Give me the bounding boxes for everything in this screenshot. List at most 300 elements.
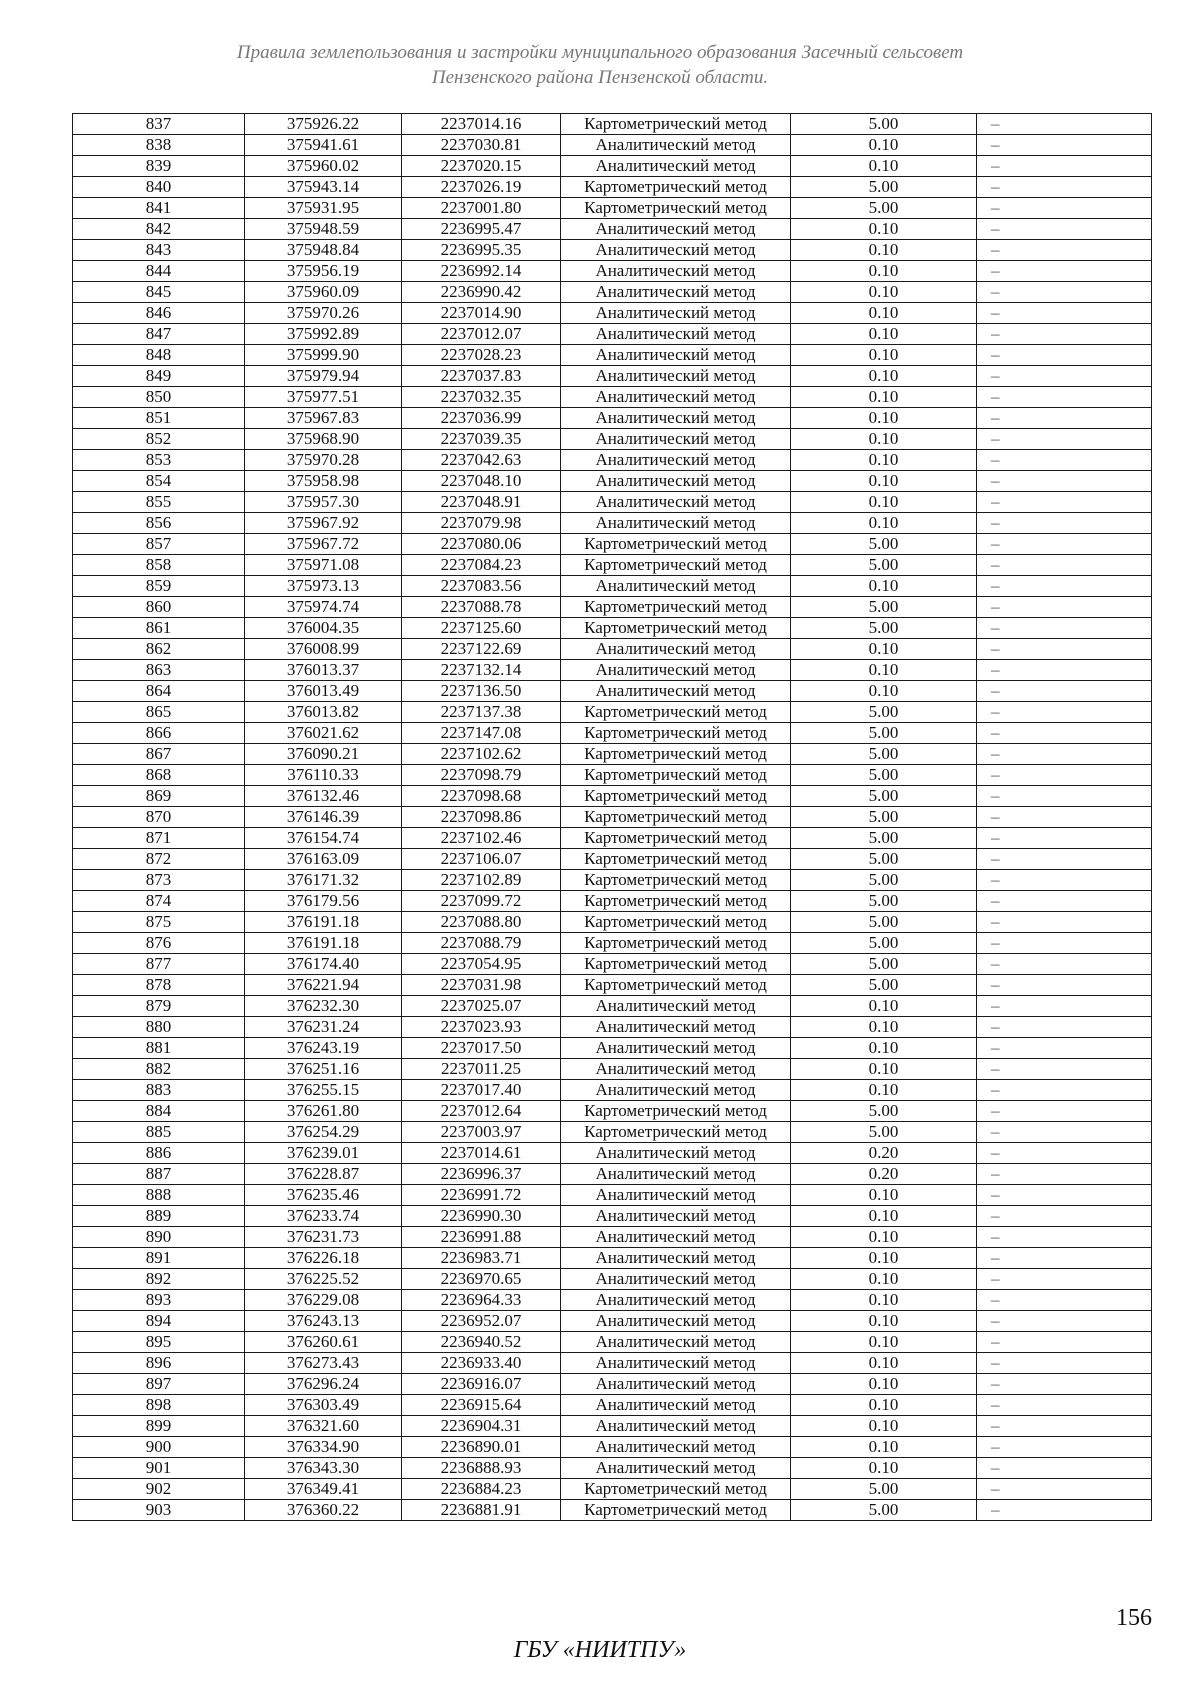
note-cell: – xyxy=(977,1248,1152,1269)
method-cell: Картометрический метод xyxy=(561,597,791,618)
table-row xyxy=(73,1395,1152,1416)
y-coordinate-cell: 2237030.81 xyxy=(402,135,561,156)
accuracy-cell: 0.10 xyxy=(791,282,977,303)
x-coordinate-cell: 376021.62 xyxy=(245,723,402,744)
accuracy-cell: 5.00 xyxy=(791,807,977,828)
y-coordinate-cell: 2237001.80 xyxy=(402,198,561,219)
point-number-cell: 855 xyxy=(73,492,245,513)
x-coordinate-cell: 375971.08 xyxy=(245,555,402,576)
y-coordinate-cell: 2236915.64 xyxy=(402,1395,561,1416)
note-cell: – xyxy=(977,597,1152,618)
accuracy-cell: 5.00 xyxy=(791,1479,977,1500)
table-row xyxy=(73,324,1152,345)
x-coordinate-cell: 375956.19 xyxy=(245,261,402,282)
method-cell: Аналитический метод xyxy=(561,1437,791,1458)
y-coordinate-cell: 2236940.52 xyxy=(402,1332,561,1353)
table-body xyxy=(73,114,1152,1521)
point-number-cell: 852 xyxy=(73,429,245,450)
point-number-cell: 860 xyxy=(73,597,245,618)
x-coordinate-cell: 376090.21 xyxy=(245,744,402,765)
x-coordinate-cell: 375958.98 xyxy=(245,471,402,492)
y-coordinate-cell: 2237026.19 xyxy=(402,177,561,198)
table-row xyxy=(73,1206,1152,1227)
table-row xyxy=(73,702,1152,723)
accuracy-cell: 5.00 xyxy=(791,1500,977,1521)
accuracy-cell: 0.10 xyxy=(791,135,977,156)
x-coordinate-cell: 376261.80 xyxy=(245,1101,402,1122)
y-coordinate-cell: 2237122.69 xyxy=(402,639,561,660)
table-row xyxy=(73,1290,1152,1311)
table-row xyxy=(73,1080,1152,1101)
y-coordinate-cell: 2237048.91 xyxy=(402,492,561,513)
method-cell: Аналитический метод xyxy=(561,135,791,156)
method-cell: Аналитический метод xyxy=(561,1458,791,1479)
y-coordinate-cell: 2237025.07 xyxy=(402,996,561,1017)
accuracy-cell: 0.10 xyxy=(791,156,977,177)
note-cell: – xyxy=(977,975,1152,996)
table-row xyxy=(73,1374,1152,1395)
method-cell: Аналитический метод xyxy=(561,429,791,450)
note-cell: – xyxy=(977,366,1152,387)
y-coordinate-cell: 2236964.33 xyxy=(402,1290,561,1311)
point-number-cell: 842 xyxy=(73,219,245,240)
table-row xyxy=(73,135,1152,156)
y-coordinate-cell: 2237020.15 xyxy=(402,156,561,177)
method-cell: Картометрический метод xyxy=(561,114,791,135)
x-coordinate-cell: 376349.41 xyxy=(245,1479,402,1500)
x-coordinate-cell: 376235.46 xyxy=(245,1185,402,1206)
accuracy-cell: 5.00 xyxy=(791,954,977,975)
note-cell: – xyxy=(977,471,1152,492)
table-row xyxy=(73,744,1152,765)
note-cell: – xyxy=(977,996,1152,1017)
note-cell: – xyxy=(977,282,1152,303)
accuracy-cell: 0.10 xyxy=(791,1416,977,1437)
accuracy-cell: 0.10 xyxy=(791,1458,977,1479)
x-coordinate-cell: 376110.33 xyxy=(245,765,402,786)
table-row xyxy=(73,1164,1152,1185)
point-number-cell: 854 xyxy=(73,471,245,492)
accuracy-cell: 0.10 xyxy=(791,681,977,702)
method-cell: Аналитический метод xyxy=(561,1332,791,1353)
note-cell: – xyxy=(977,324,1152,345)
x-coordinate-cell: 375967.72 xyxy=(245,534,402,555)
y-coordinate-cell: 2236995.47 xyxy=(402,219,561,240)
y-coordinate-cell: 2237088.80 xyxy=(402,912,561,933)
method-cell: Картометрический метод xyxy=(561,177,791,198)
accuracy-cell: 5.00 xyxy=(791,933,977,954)
y-coordinate-cell: 2237080.06 xyxy=(402,534,561,555)
page-number: 156 xyxy=(1116,1605,1152,1631)
point-number-cell: 903 xyxy=(73,1500,245,1521)
method-cell: Аналитический метод xyxy=(561,303,791,324)
note-cell: – xyxy=(977,618,1152,639)
point-number-cell: 865 xyxy=(73,702,245,723)
x-coordinate-cell: 375973.13 xyxy=(245,576,402,597)
accuracy-cell: 0.10 xyxy=(791,1248,977,1269)
x-coordinate-cell: 376171.32 xyxy=(245,870,402,891)
y-coordinate-cell: 2237054.95 xyxy=(402,954,561,975)
coordinates-table xyxy=(72,113,1152,1521)
y-coordinate-cell: 2237098.86 xyxy=(402,807,561,828)
x-coordinate-cell: 375931.95 xyxy=(245,198,402,219)
point-number-cell: 884 xyxy=(73,1101,245,1122)
method-cell: Картометрический метод xyxy=(561,849,791,870)
note-cell: – xyxy=(977,807,1152,828)
note-cell: – xyxy=(977,156,1152,177)
point-number-cell: 841 xyxy=(73,198,245,219)
point-number-cell: 892 xyxy=(73,1269,245,1290)
point-number-cell: 893 xyxy=(73,1290,245,1311)
point-number-cell: 901 xyxy=(73,1458,245,1479)
table-row xyxy=(73,513,1152,534)
accuracy-cell: 0.10 xyxy=(791,471,977,492)
method-cell: Аналитический метод xyxy=(561,1164,791,1185)
point-number-cell: 875 xyxy=(73,912,245,933)
point-number-cell: 851 xyxy=(73,408,245,429)
x-coordinate-cell: 375948.59 xyxy=(245,219,402,240)
y-coordinate-cell: 2237083.56 xyxy=(402,576,561,597)
table-row xyxy=(73,1500,1152,1521)
accuracy-cell: 0.10 xyxy=(791,576,977,597)
note-cell: – xyxy=(977,450,1152,471)
x-coordinate-cell: 376013.49 xyxy=(245,681,402,702)
accuracy-cell: 0.10 xyxy=(791,366,977,387)
table-row xyxy=(73,555,1152,576)
point-number-cell: 837 xyxy=(73,114,245,135)
x-coordinate-cell: 376232.30 xyxy=(245,996,402,1017)
accuracy-cell: 5.00 xyxy=(791,1122,977,1143)
x-coordinate-cell: 375979.94 xyxy=(245,366,402,387)
y-coordinate-cell: 2237037.83 xyxy=(402,366,561,387)
method-cell: Аналитический метод xyxy=(561,1290,791,1311)
table-row xyxy=(73,429,1152,450)
x-coordinate-cell: 376251.16 xyxy=(245,1059,402,1080)
method-cell: Картометрический метод xyxy=(561,912,791,933)
method-cell: Картометрический метод xyxy=(561,534,791,555)
table-row xyxy=(73,954,1152,975)
note-cell: – xyxy=(977,1059,1152,1080)
table-row xyxy=(73,261,1152,282)
y-coordinate-cell: 2236933.40 xyxy=(402,1353,561,1374)
point-number-cell: 850 xyxy=(73,387,245,408)
point-number-cell: 888 xyxy=(73,1185,245,1206)
x-coordinate-cell: 376334.90 xyxy=(245,1437,402,1458)
x-coordinate-cell: 376221.94 xyxy=(245,975,402,996)
note-cell: – xyxy=(977,1437,1152,1458)
point-number-cell: 897 xyxy=(73,1374,245,1395)
note-cell: – xyxy=(977,639,1152,660)
note-cell: – xyxy=(977,1290,1152,1311)
point-number-cell: 846 xyxy=(73,303,245,324)
table-row xyxy=(73,933,1152,954)
x-coordinate-cell: 376360.22 xyxy=(245,1500,402,1521)
y-coordinate-cell: 2237014.61 xyxy=(402,1143,561,1164)
y-coordinate-cell: 2237102.62 xyxy=(402,744,561,765)
point-number-cell: 874 xyxy=(73,891,245,912)
x-coordinate-cell: 376260.61 xyxy=(245,1332,402,1353)
y-coordinate-cell: 2236884.23 xyxy=(402,1479,561,1500)
y-coordinate-cell: 2236996.37 xyxy=(402,1164,561,1185)
method-cell: Картометрический метод xyxy=(561,1122,791,1143)
x-coordinate-cell: 376004.35 xyxy=(245,618,402,639)
table-row xyxy=(73,177,1152,198)
method-cell: Аналитический метод xyxy=(561,576,791,597)
method-cell: Картометрический метод xyxy=(561,1479,791,1500)
note-cell: – xyxy=(977,576,1152,597)
table-row xyxy=(73,282,1152,303)
accuracy-cell: 0.10 xyxy=(791,492,977,513)
point-number-cell: 869 xyxy=(73,786,245,807)
point-number-cell: 889 xyxy=(73,1206,245,1227)
method-cell: Аналитический метод xyxy=(561,1269,791,1290)
method-cell: Картометрический метод xyxy=(561,744,791,765)
note-cell: – xyxy=(977,1458,1152,1479)
point-number-cell: 849 xyxy=(73,366,245,387)
y-coordinate-cell: 2237084.23 xyxy=(402,555,561,576)
y-coordinate-cell: 2236992.14 xyxy=(402,261,561,282)
point-number-cell: 871 xyxy=(73,828,245,849)
note-cell: – xyxy=(977,1164,1152,1185)
point-number-cell: 859 xyxy=(73,576,245,597)
x-coordinate-cell: 376255.15 xyxy=(245,1080,402,1101)
table-row xyxy=(73,1269,1152,1290)
note-cell: – xyxy=(977,1122,1152,1143)
note-cell: – xyxy=(977,1500,1152,1521)
x-coordinate-cell: 376163.09 xyxy=(245,849,402,870)
x-coordinate-cell: 376008.99 xyxy=(245,639,402,660)
accuracy-cell: 0.10 xyxy=(791,303,977,324)
table-row xyxy=(73,156,1152,177)
accuracy-cell: 5.00 xyxy=(791,555,977,576)
accuracy-cell: 0.10 xyxy=(791,1227,977,1248)
accuracy-cell: 5.00 xyxy=(791,198,977,219)
x-coordinate-cell: 376154.74 xyxy=(245,828,402,849)
note-cell: – xyxy=(977,891,1152,912)
accuracy-cell: 5.00 xyxy=(791,1101,977,1122)
note-cell: – xyxy=(977,492,1152,513)
table-row xyxy=(73,1122,1152,1143)
method-cell: Аналитический метод xyxy=(561,387,791,408)
y-coordinate-cell: 2236991.88 xyxy=(402,1227,561,1248)
table-row xyxy=(73,996,1152,1017)
accuracy-cell: 0.10 xyxy=(791,1437,977,1458)
footer-organization: ГБУ «НИИТПУ» xyxy=(513,1637,687,1663)
method-cell: Аналитический метод xyxy=(561,366,791,387)
method-cell: Картометрический метод xyxy=(561,702,791,723)
table-row xyxy=(73,723,1152,744)
point-number-cell: 883 xyxy=(73,1080,245,1101)
method-cell: Аналитический метод xyxy=(561,471,791,492)
point-number-cell: 899 xyxy=(73,1416,245,1437)
accuracy-cell: 5.00 xyxy=(791,849,977,870)
accuracy-cell: 0.10 xyxy=(791,429,977,450)
x-coordinate-cell: 375968.90 xyxy=(245,429,402,450)
table-row xyxy=(73,1038,1152,1059)
method-cell: Аналитический метод xyxy=(561,1059,791,1080)
method-cell: Картометрический метод xyxy=(561,198,791,219)
x-coordinate-cell: 376343.30 xyxy=(245,1458,402,1479)
method-cell: Аналитический метод xyxy=(561,660,791,681)
note-cell: – xyxy=(977,408,1152,429)
y-coordinate-cell: 2237023.93 xyxy=(402,1017,561,1038)
point-number-cell: 864 xyxy=(73,681,245,702)
point-number-cell: 870 xyxy=(73,807,245,828)
method-cell: Аналитический метод xyxy=(561,1206,791,1227)
accuracy-cell: 0.10 xyxy=(791,996,977,1017)
y-coordinate-cell: 2237102.89 xyxy=(402,870,561,891)
table-row xyxy=(73,786,1152,807)
method-cell: Аналитический метод xyxy=(561,408,791,429)
method-cell: Аналитический метод xyxy=(561,156,791,177)
note-cell: – xyxy=(977,1185,1152,1206)
note-cell: – xyxy=(977,1332,1152,1353)
y-coordinate-cell: 2237106.07 xyxy=(402,849,561,870)
y-coordinate-cell: 2237102.46 xyxy=(402,828,561,849)
x-coordinate-cell: 376243.19 xyxy=(245,1038,402,1059)
x-coordinate-cell: 375926.22 xyxy=(245,114,402,135)
note-cell: – xyxy=(977,702,1152,723)
method-cell: Аналитический метод xyxy=(561,1143,791,1164)
point-number-cell: 886 xyxy=(73,1143,245,1164)
table-row xyxy=(73,828,1152,849)
accuracy-cell: 0.10 xyxy=(791,1311,977,1332)
method-cell: Аналитический метод xyxy=(561,996,791,1017)
accuracy-cell: 0.10 xyxy=(791,261,977,282)
table-row xyxy=(73,198,1152,219)
method-cell: Картометрический метод xyxy=(561,954,791,975)
table-row xyxy=(73,1017,1152,1038)
x-coordinate-cell: 376231.24 xyxy=(245,1017,402,1038)
accuracy-cell: 5.00 xyxy=(791,786,977,807)
point-number-cell: 868 xyxy=(73,765,245,786)
note-cell: – xyxy=(977,240,1152,261)
x-coordinate-cell: 375943.14 xyxy=(245,177,402,198)
accuracy-cell: 5.00 xyxy=(791,723,977,744)
method-cell: Картометрический метод xyxy=(561,933,791,954)
method-cell: Картометрический метод xyxy=(561,723,791,744)
method-cell: Картометрический метод xyxy=(561,1500,791,1521)
point-number-cell: 877 xyxy=(73,954,245,975)
method-cell: Аналитический метод xyxy=(561,1311,791,1332)
accuracy-cell: 0.10 xyxy=(791,1353,977,1374)
note-cell: – xyxy=(977,1143,1152,1164)
y-coordinate-cell: 2236888.93 xyxy=(402,1458,561,1479)
method-cell: Аналитический метод xyxy=(561,1038,791,1059)
point-number-cell: 887 xyxy=(73,1164,245,1185)
point-number-cell: 847 xyxy=(73,324,245,345)
table-row xyxy=(73,849,1152,870)
y-coordinate-cell: 2237098.79 xyxy=(402,765,561,786)
point-number-cell: 894 xyxy=(73,1311,245,1332)
point-number-cell: 873 xyxy=(73,870,245,891)
header-title-line-1: Правила землепользования и застройки муниципального образования Засечный сельсовет xyxy=(236,42,964,63)
accuracy-cell: 0.10 xyxy=(791,240,977,261)
method-cell: Аналитический метод xyxy=(561,1248,791,1269)
y-coordinate-cell: 2237028.23 xyxy=(402,345,561,366)
method-cell: Аналитический метод xyxy=(561,219,791,240)
accuracy-cell: 0.10 xyxy=(791,450,977,471)
method-cell: Аналитический метод xyxy=(561,681,791,702)
x-coordinate-cell: 376226.18 xyxy=(245,1248,402,1269)
accuracy-cell: 5.00 xyxy=(791,891,977,912)
point-number-cell: 838 xyxy=(73,135,245,156)
note-cell: – xyxy=(977,261,1152,282)
method-cell: Аналитический метод xyxy=(561,1353,791,1374)
y-coordinate-cell: 2237048.10 xyxy=(402,471,561,492)
method-cell: Аналитический метод xyxy=(561,261,791,282)
x-coordinate-cell: 375957.30 xyxy=(245,492,402,513)
y-coordinate-cell: 2236995.35 xyxy=(402,240,561,261)
point-number-cell: 902 xyxy=(73,1479,245,1500)
table-row xyxy=(73,618,1152,639)
accuracy-cell: 0.10 xyxy=(791,1269,977,1290)
accuracy-cell: 0.10 xyxy=(791,387,977,408)
point-number-cell: 848 xyxy=(73,345,245,366)
x-coordinate-cell: 376191.18 xyxy=(245,912,402,933)
x-coordinate-cell: 375967.92 xyxy=(245,513,402,534)
x-coordinate-cell: 375960.02 xyxy=(245,156,402,177)
y-coordinate-cell: 2237017.50 xyxy=(402,1038,561,1059)
header-title-line-2: Пензенского района Пензенской области. xyxy=(431,67,769,88)
accuracy-cell: 5.00 xyxy=(791,912,977,933)
y-coordinate-cell: 2237132.14 xyxy=(402,660,561,681)
point-number-cell: 891 xyxy=(73,1248,245,1269)
note-cell: – xyxy=(977,1395,1152,1416)
accuracy-cell: 5.00 xyxy=(791,534,977,555)
note-cell: – xyxy=(977,954,1152,975)
table-row xyxy=(73,1185,1152,1206)
table-row xyxy=(73,471,1152,492)
table-row xyxy=(73,345,1152,366)
y-coordinate-cell: 2236890.01 xyxy=(402,1437,561,1458)
point-number-cell: 861 xyxy=(73,618,245,639)
method-cell: Картометрический метод xyxy=(561,807,791,828)
note-cell: – xyxy=(977,828,1152,849)
table-row xyxy=(73,1437,1152,1458)
y-coordinate-cell: 2237039.35 xyxy=(402,429,561,450)
y-coordinate-cell: 2236952.07 xyxy=(402,1311,561,1332)
method-cell: Картометрический метод xyxy=(561,765,791,786)
point-number-cell: 862 xyxy=(73,639,245,660)
accuracy-cell: 0.20 xyxy=(791,1143,977,1164)
y-coordinate-cell: 2237017.40 xyxy=(402,1080,561,1101)
table-row xyxy=(73,681,1152,702)
table-row xyxy=(73,1143,1152,1164)
accuracy-cell: 0.10 xyxy=(791,1374,977,1395)
method-cell: Аналитический метод xyxy=(561,1374,791,1395)
point-number-cell: 890 xyxy=(73,1227,245,1248)
y-coordinate-cell: 2237014.90 xyxy=(402,303,561,324)
accuracy-cell: 5.00 xyxy=(791,702,977,723)
x-coordinate-cell: 376146.39 xyxy=(245,807,402,828)
note-cell: – xyxy=(977,135,1152,156)
x-coordinate-cell: 376303.49 xyxy=(245,1395,402,1416)
x-coordinate-cell: 376225.52 xyxy=(245,1269,402,1290)
note-cell: – xyxy=(977,429,1152,450)
y-coordinate-cell: 2237136.50 xyxy=(402,681,561,702)
x-coordinate-cell: 375970.26 xyxy=(245,303,402,324)
method-cell: Аналитический метод xyxy=(561,1395,791,1416)
table-row xyxy=(73,303,1152,324)
table-row xyxy=(73,1353,1152,1374)
accuracy-cell: 5.00 xyxy=(791,765,977,786)
x-coordinate-cell: 376321.60 xyxy=(245,1416,402,1437)
y-coordinate-cell: 2237099.72 xyxy=(402,891,561,912)
note-cell: – xyxy=(977,933,1152,954)
y-coordinate-cell: 2237088.79 xyxy=(402,933,561,954)
y-coordinate-cell: 2237036.99 xyxy=(402,408,561,429)
